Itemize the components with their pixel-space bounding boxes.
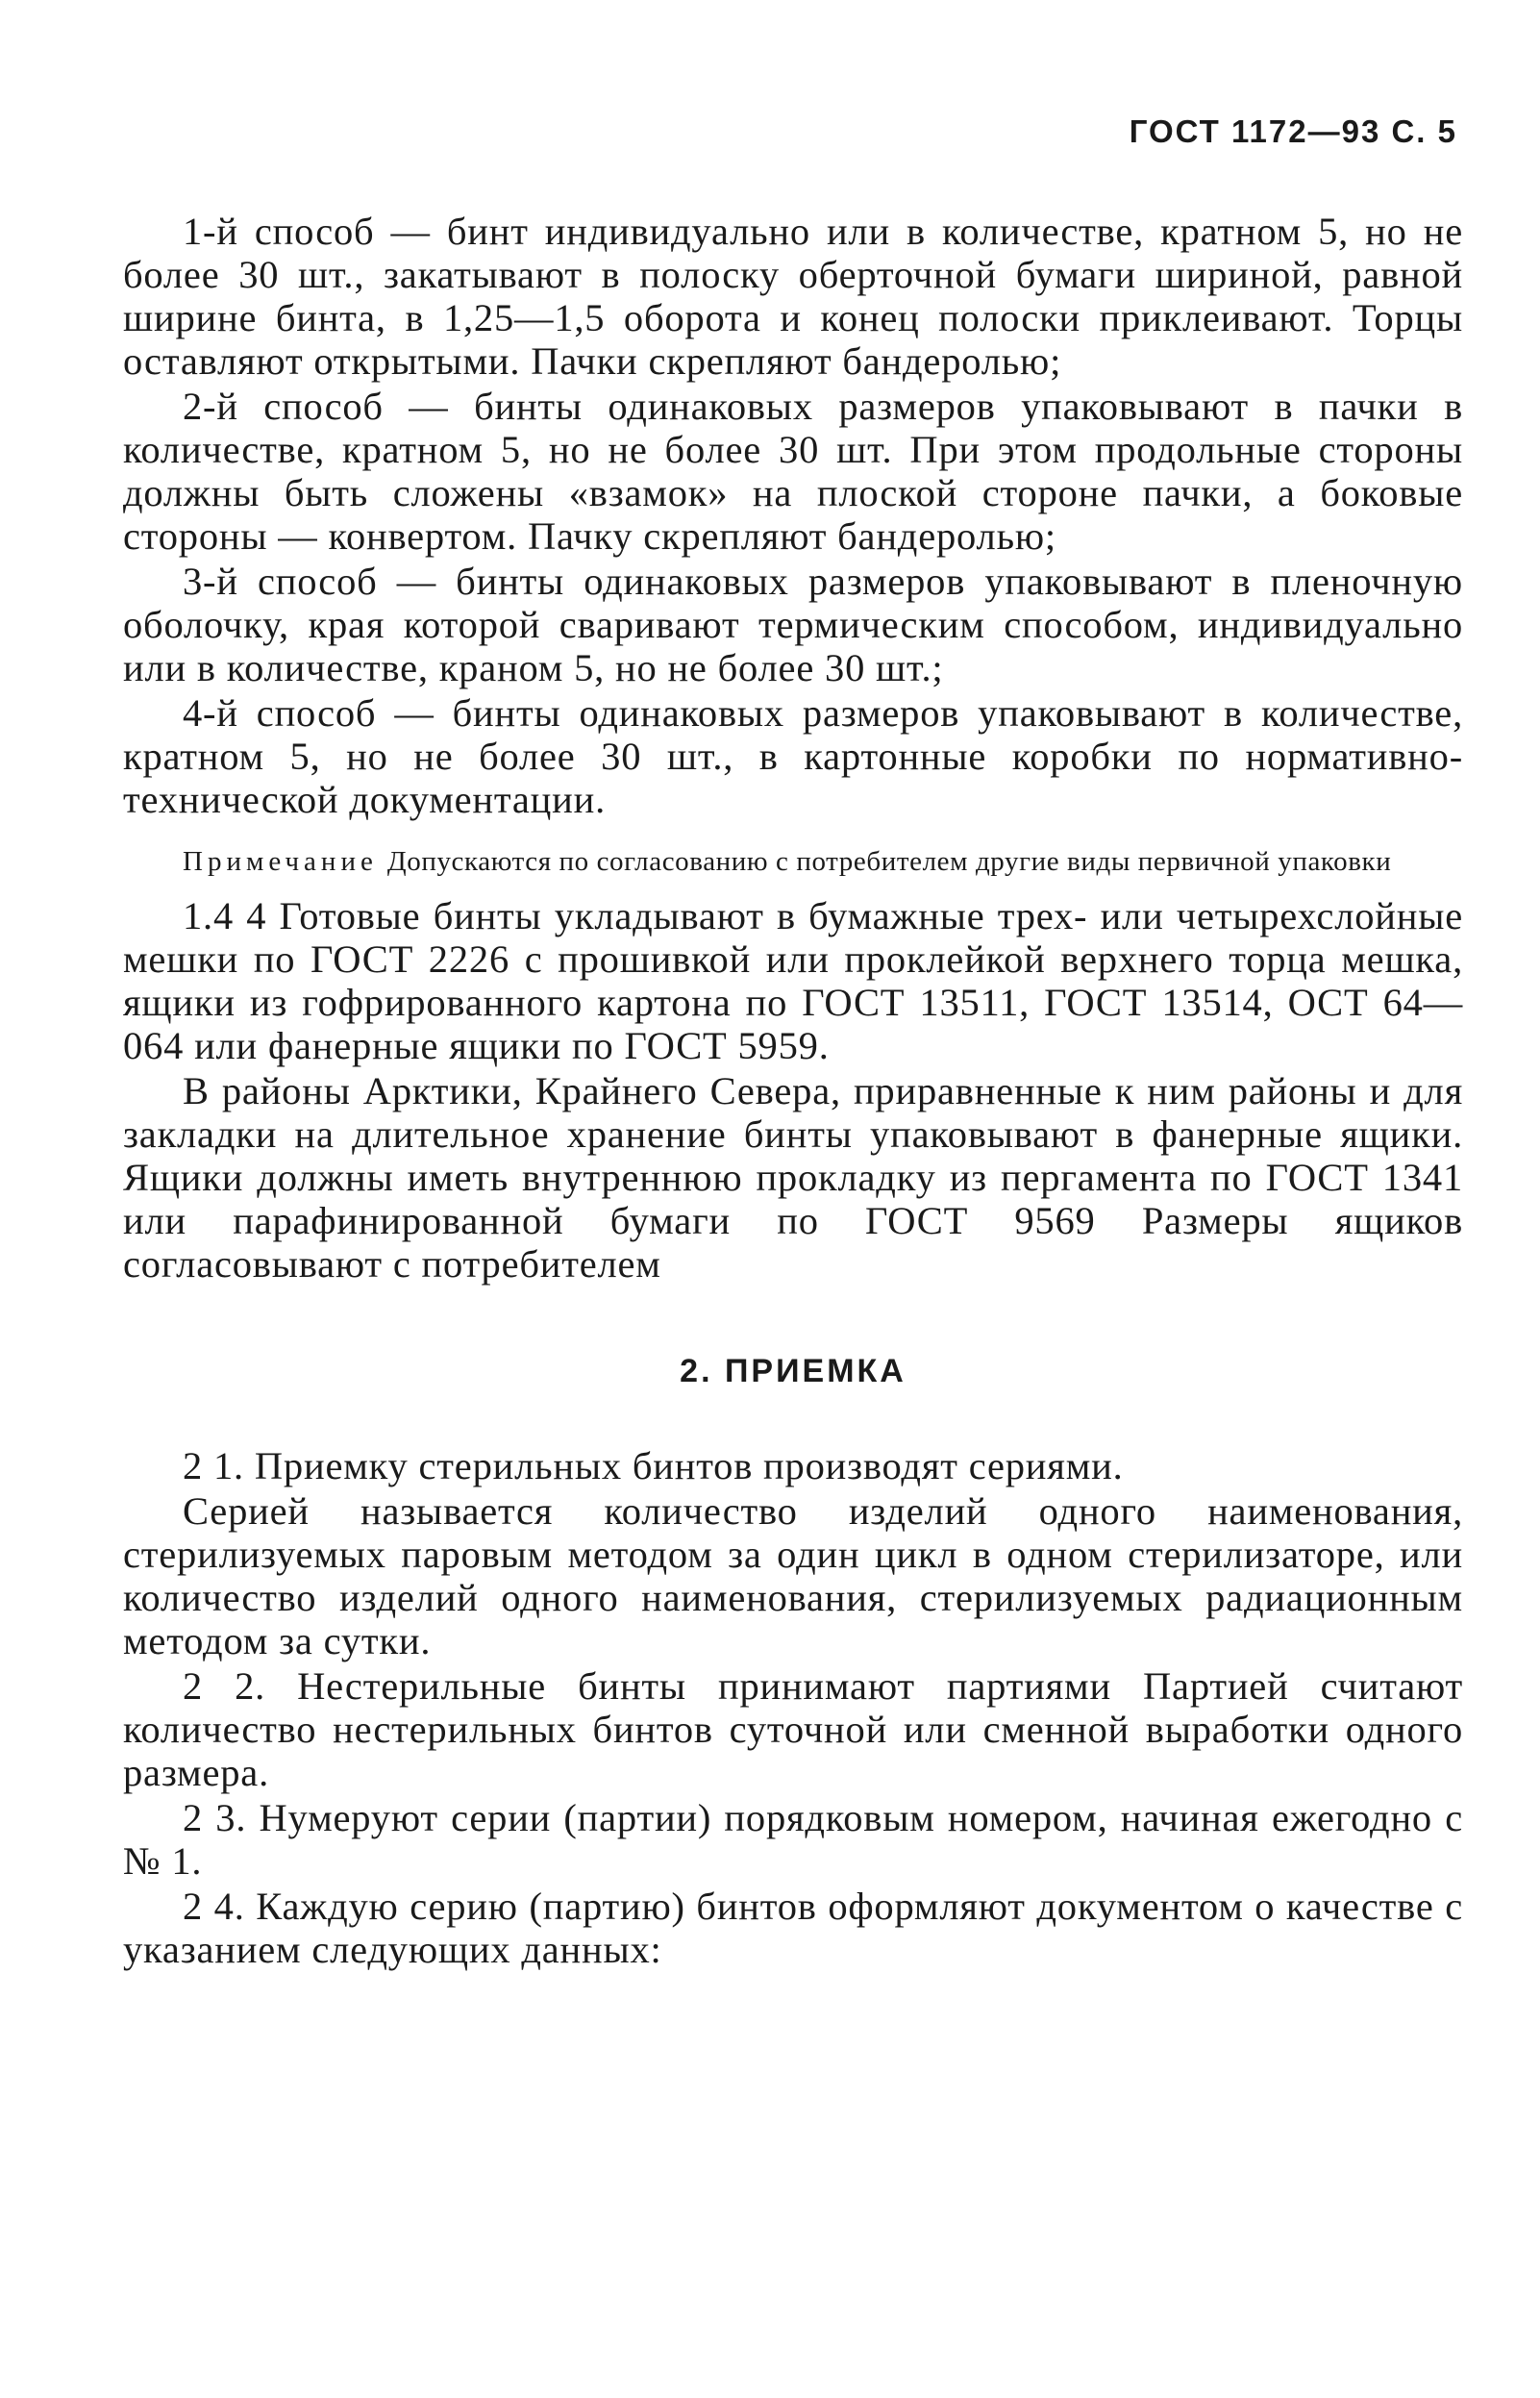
paragraph-method-2: 2-й способ — бинты одинаковых размеров упаковывают в пачки в количестве, кратном 5, но не более 30 шт. При этом продольные стороны должны быть сложены «взамок» на плоской стороне пачки, а боковые стороны — конвертом. Пачку скрепляют бандеролью; <box>123 385 1463 558</box>
paragraph-2-4: 2 4. Каждую серию (партию) бинтов оформляют документом о качестве с указанием следующих данных: <box>123 1885 1463 1971</box>
note-label: Примечание <box>183 846 378 877</box>
page-header: ГОСТ 1172—93 С. 5 <box>1129 113 1457 149</box>
paragraph-2-3: 2 3. Нумеруют серии (партии) порядковым номером, начиная ежегодно с № 1. <box>123 1796 1463 1883</box>
paragraph-arctic: В районы Арктики, Крайнего Севера, приравненные к ним районы и для закладки на длительное хранение бинты упаковывают в фанерные ящики. Ящики должны иметь внутреннюю прокладку из пергамента по ГОСТ 1341 или парафинированной бумаги по ГОСТ 9569 Размеры ящиков согласовывают с потребителем <box>123 1069 1463 1286</box>
body-text <box>123 210 1463 1973</box>
note-text: Допускаются по согласованию с потребителем другие виды первичной упаковки <box>386 846 1392 877</box>
paragraph-1-4-4: 1.4 4 Готовые бинты укладывают в бумажные трех- или четырехслойные мешки по ГОСТ 2226 с прошивкой или проклейкой верхнего торца мешка, ящики из гофрированного картона по ГОСТ 13511, ГОСТ 13514, ОСТ 64—064 или фанерные ящики по ГОСТ 5959. <box>123 894 1463 1067</box>
paragraph-series-definition: Серией называется количество изделий одного наименования, стерилизуемых паровым методом за один цикл в одном стерилизаторе, или количество изделий одного наименования, стерилизуемых радиационным методом за сутки. <box>123 1489 1463 1662</box>
section-title: 2. ПРИЕМКА <box>680 1353 907 1389</box>
note <box>123 844 1463 879</box>
paragraph-method-3: 3-й способ — бинты одинаковых размеров упаковывают в пленочную оболочку, края которой сваривают термическим способом, индивидуально или в количестве, краном 5, но не более 30 шт.; <box>123 560 1463 689</box>
paragraph-method-1: 1-й способ — бинт индивидуально или в количестве, кратном 5, но не более 30 шт., закатывают в полоску оберточной бумаги шириной, равной ширине бинта, в 1,25—1,5 оборота и конец полоски приклеивают. Торцы оставляют открытыми. Пачки скрепляют бандеролью; <box>123 210 1463 383</box>
paragraph-2-2: 2 2. Нестерильные бинты принимают партиями Партией считают количество нестерильных бинтов суточной или сменной выработки одного размера. <box>123 1664 1463 1794</box>
paragraph-method-4: 4-й способ — бинты одинаковых размеров упаковывают в количестве, кратном 5, но не более 30 шт., в картонные коробки по нормативно-технической документации. <box>123 691 1463 821</box>
paragraph-2-1: 2 1. Приемку стерильных бинтов производят сериями. <box>183 1444 1124 1487</box>
